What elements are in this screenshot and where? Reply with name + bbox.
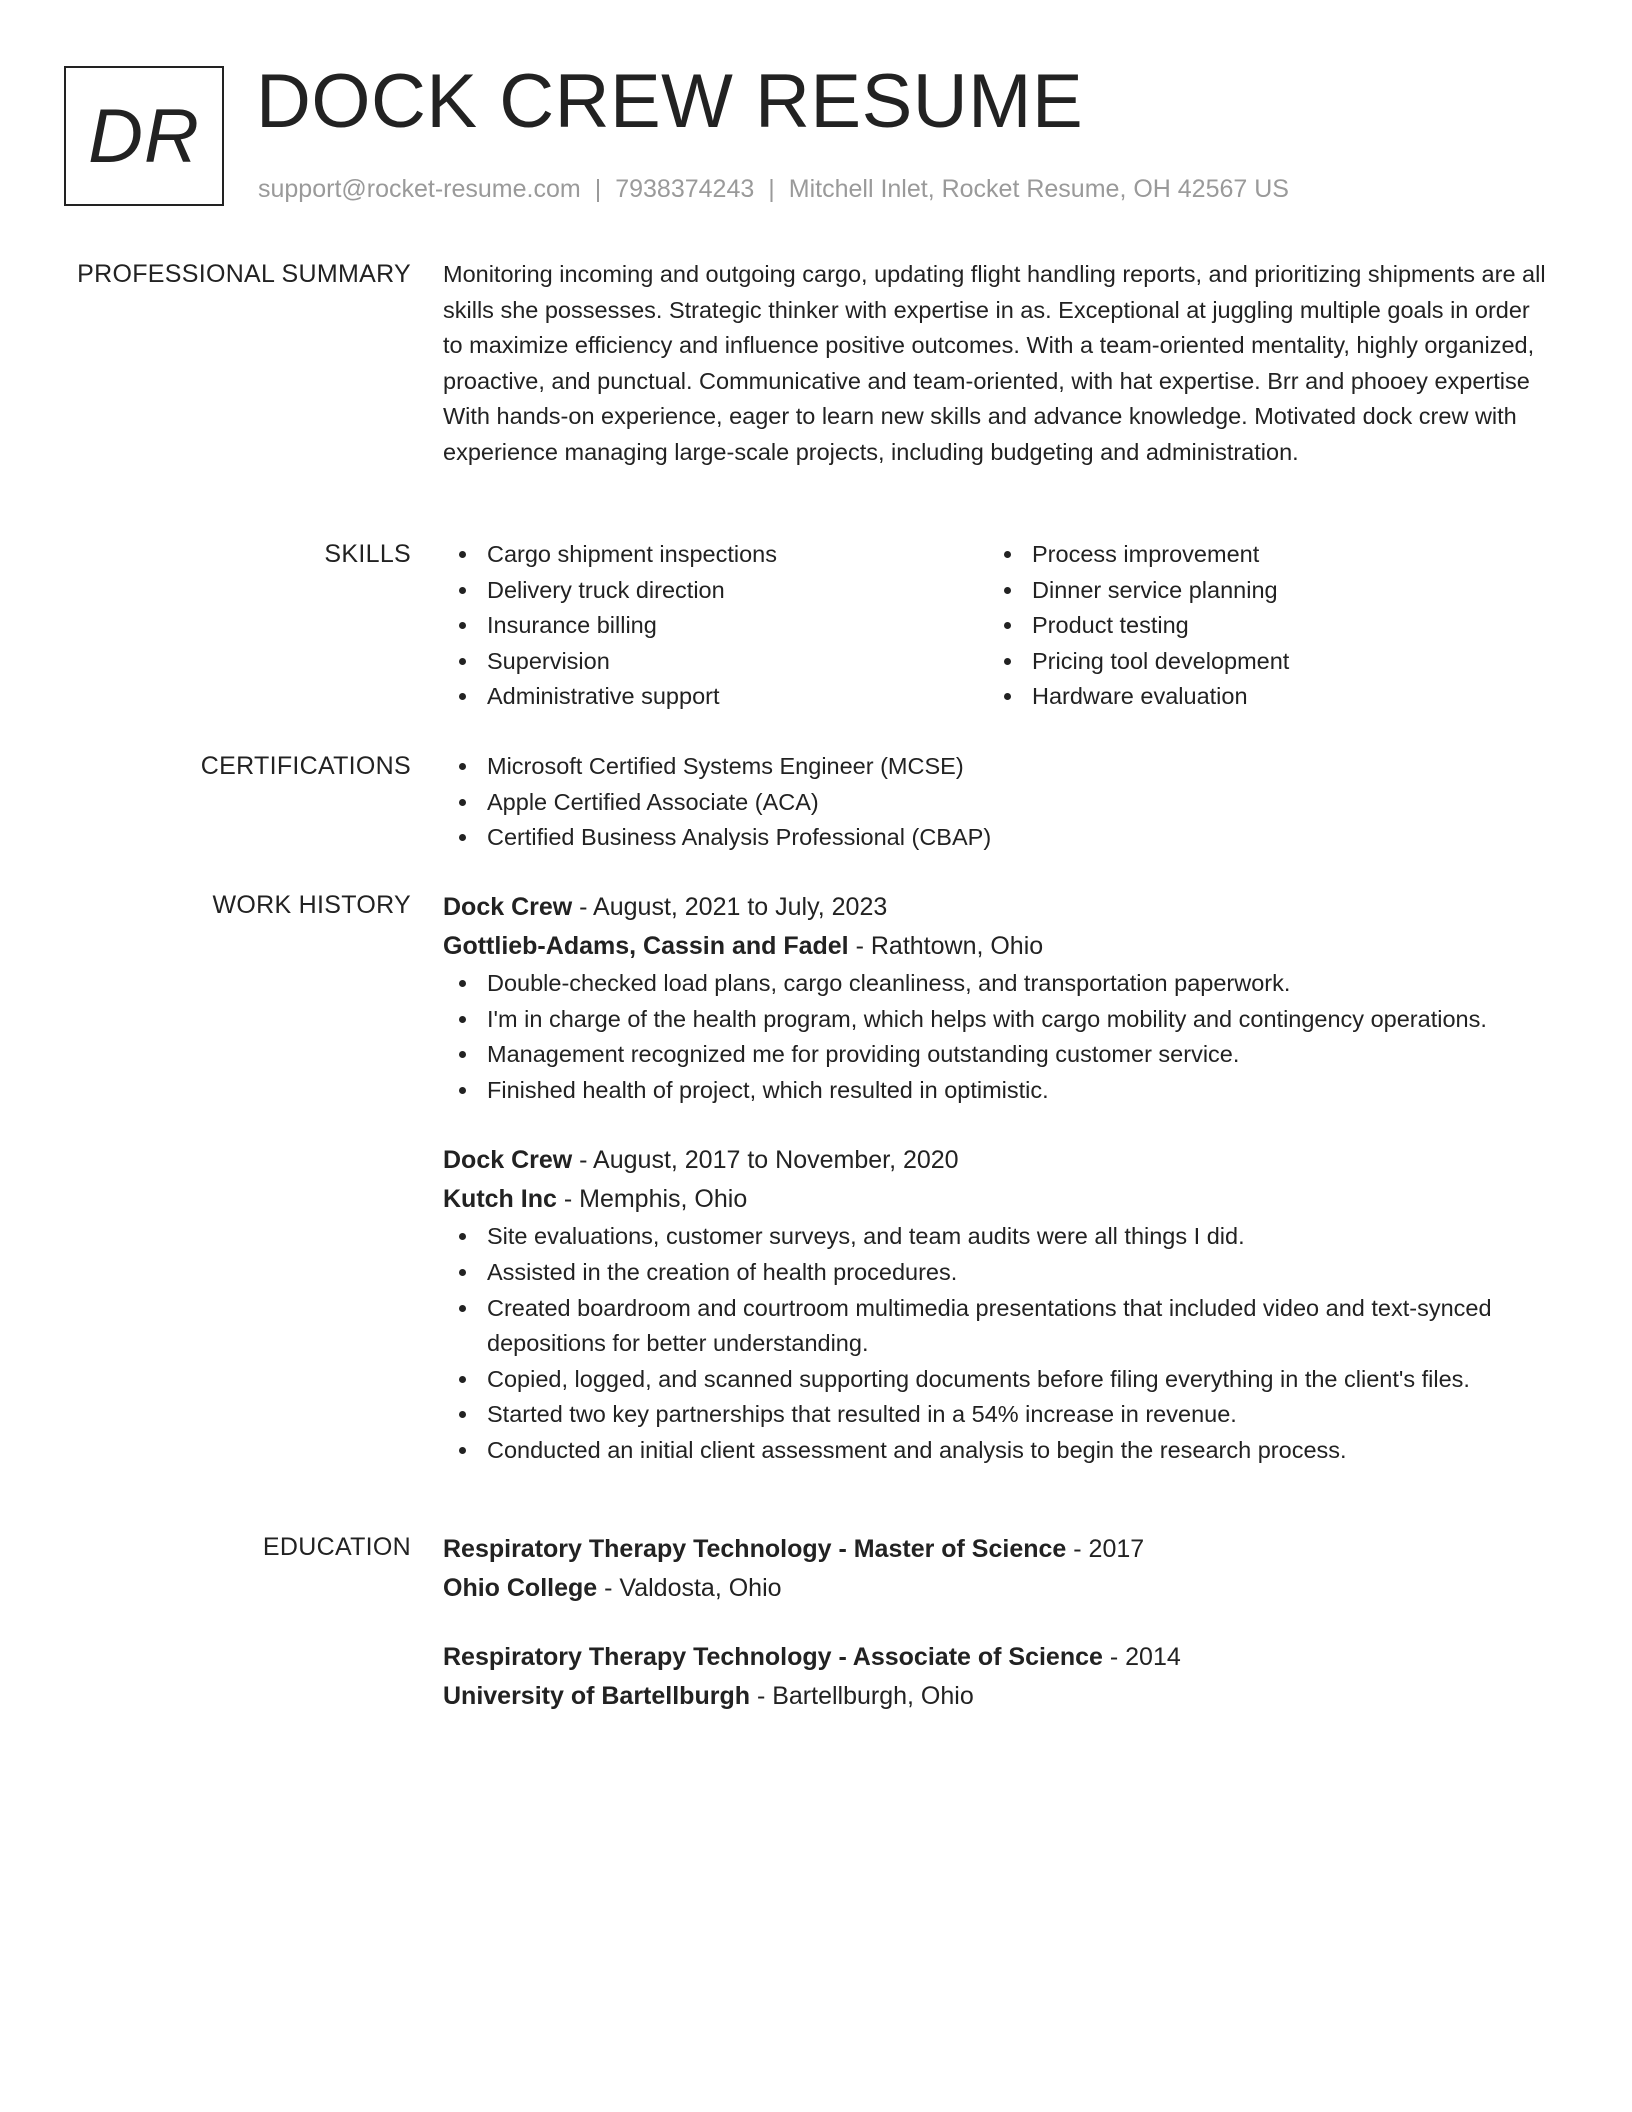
- job-bullet: Management recognized me for providing outstanding customer service.: [443, 1037, 1553, 1073]
- certifications-list: [443, 749, 1553, 856]
- education-school-line: [443, 1677, 1553, 1716]
- job-dates: - August, 2017 to November, 2020: [572, 1146, 959, 1175]
- monogram-box: [64, 66, 224, 206]
- job-title: Dock Crew: [443, 1146, 573, 1175]
- contact-separator: |: [768, 175, 775, 203]
- education-school-line: [443, 1569, 1553, 1608]
- job-bullet: Created boardroom and courtroom multimedia presentations that included video and text-synced depositions for better understanding.: [443, 1291, 1553, 1362]
- section-label-summary: PROFESSIONAL SUMMARY: [77, 260, 411, 288]
- section-label-certifications: CERTIFICATIONS: [200, 752, 411, 780]
- certification-item: Microsoft Certified Systems Engineer (MCSE): [443, 749, 1553, 785]
- skill-item: Process improvement: [988, 537, 1533, 573]
- certification-item: Certified Business Analysis Professional (CBAP): [443, 820, 1553, 856]
- skills-column-right: [988, 537, 1533, 715]
- skill-item: Hardware evaluation: [988, 679, 1533, 715]
- job-title-line: [443, 1141, 1553, 1180]
- section-label-skills: SKILLS: [324, 540, 411, 568]
- job-bullet-list: [443, 966, 1553, 1108]
- job-company-line: [443, 1180, 1553, 1219]
- education-location: - Bartellburgh, Ohio: [750, 1682, 974, 1710]
- job-bullet: Site evaluations, customer surveys, and team audits were all things I did.: [443, 1219, 1553, 1255]
- summary-text: Monitoring incoming and outgoing cargo, updating flight handling reports, and prioritizing shipments are all skills she possesses. Strategic thinker with expertise in as. Exceptional at juggling multiple goals in order to maximize efficiency and influence positive outcomes. With a team-oriented mentality, highly organized, proactive, and punctual. Communicative and team-oriented, with hat expertise. Brr and phooey expertise With hands-on experience, eager to learn new skills and advance knowledge. Motivated dock crew with experience managing large-scale projects, including budgeting and administration.: [443, 261, 1546, 465]
- contact-separator: |: [594, 175, 602, 203]
- job-bullet: Finished health of project, which resulted in optimistic.: [443, 1073, 1553, 1109]
- education-body: [443, 1530, 1553, 1716]
- education-entry: [443, 1530, 1553, 1608]
- summary-body: [443, 257, 1553, 471]
- job-bullet: Conducted an initial client assessment and analysis to begin the research process.: [443, 1433, 1553, 1469]
- education-degree-line: [443, 1638, 1553, 1677]
- job-company: Kutch Inc: [443, 1185, 557, 1214]
- job-dates: - August, 2021 to July, 2023: [572, 893, 888, 921]
- skill-item: Insurance billing: [443, 608, 988, 644]
- job-entry: [443, 1141, 1553, 1468]
- job-bullet: I'm in charge of the health program, which helps with cargo mobility and contingency operations.: [443, 1002, 1553, 1038]
- skills-column-left: [443, 537, 988, 715]
- education-entry: [443, 1638, 1553, 1716]
- education-location: - Valdosta, Ohio: [597, 1574, 782, 1602]
- contact-line: [258, 172, 1289, 206]
- job-bullet: Copied, logged, and scanned supporting documents before filing everything in the client's files.: [443, 1362, 1553, 1398]
- education-degree: Respiratory Therapy Technology - Associate of Science: [443, 1643, 1103, 1671]
- contact-phone: 7938374243: [615, 175, 755, 203]
- job-company: Gottlieb-Adams, Cassin and Fadel: [443, 932, 849, 960]
- education-degree: Respiratory Therapy Technology - Master of Science: [443, 1535, 1067, 1563]
- education-school: University of Bartellburgh: [443, 1682, 750, 1710]
- contact-email: support@rocket-resume.com: [258, 175, 581, 203]
- job-title: Dock Crew: [443, 893, 573, 921]
- job-location: - Memphis, Ohio: [556, 1185, 748, 1214]
- education-school: Ohio College: [443, 1574, 598, 1602]
- education-degree-line: [443, 1530, 1553, 1569]
- skill-item: Product testing: [988, 608, 1533, 644]
- job-location: - Rathtown, Ohio: [848, 932, 1044, 960]
- section-label-education: EDUCATION: [262, 1533, 411, 1561]
- job-bullet-list: [443, 1219, 1553, 1468]
- skill-item: Delivery truck direction: [443, 573, 988, 609]
- skill-item: Dinner service planning: [988, 573, 1533, 609]
- skill-item: Pricing tool development: [988, 644, 1533, 680]
- monogram-initials: DR: [88, 93, 200, 179]
- job-entry: [443, 888, 1553, 1108]
- work-history-body: [443, 888, 1553, 1469]
- skill-item: Cargo shipment inspections: [443, 537, 988, 573]
- skill-item: Supervision: [443, 644, 988, 680]
- job-title-line: [443, 888, 1553, 927]
- job-company-line: [443, 927, 1553, 966]
- certification-item: Apple Certified Associate (ACA): [443, 785, 1553, 821]
- skills-list: [443, 537, 1553, 715]
- section-label-work-history: WORK HISTORY: [212, 891, 411, 919]
- job-bullet: Started two key partnerships that resulted in a 54% increase in revenue.: [443, 1397, 1553, 1433]
- job-bullet: Assisted in the creation of health procedures.: [443, 1255, 1553, 1291]
- contact-address: Mitchell Inlet, Rocket Resume, OH 42567 US: [788, 175, 1289, 203]
- resume-title: DOCK CREW RESUME: [256, 59, 1084, 144]
- skill-item: Administrative support: [443, 679, 988, 715]
- job-bullet: Double-checked load plans, cargo cleanliness, and transportation paperwork.: [443, 966, 1553, 1002]
- education-year: - 2017: [1066, 1535, 1145, 1563]
- education-year: - 2014: [1102, 1643, 1181, 1671]
